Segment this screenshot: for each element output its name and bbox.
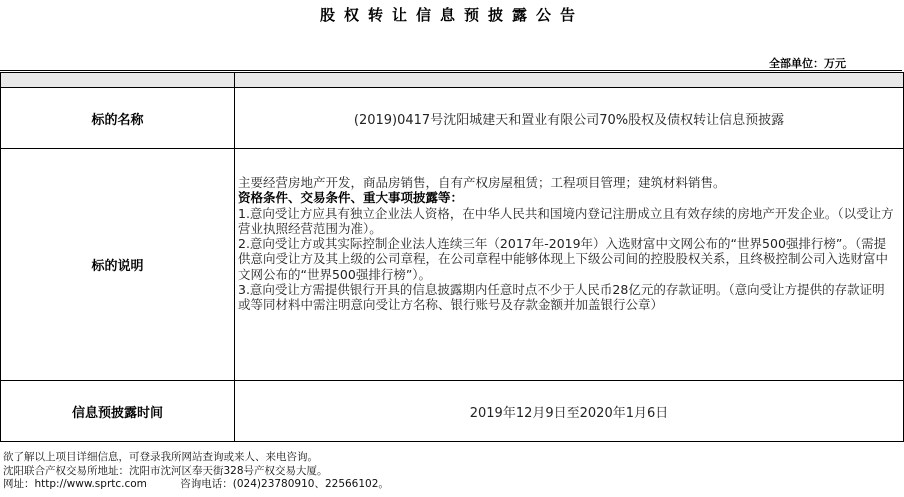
header-cell-right — [235, 73, 904, 88]
row-label-name: 标的名称 — [1, 88, 235, 149]
row-label-description: 标的说明 — [1, 149, 235, 381]
table-header-row — [1, 73, 904, 88]
condition-item-3: 3.意向受让方需提供银行开具的信息披露期内任意时点不少于人民币28亿元的存款证明。（意向受让方提供的存款证明或等同材料中需注明意向受让方名称、银行账号及存款金额并加盖银行公章） — [238, 282, 885, 313]
table-row-period — [1, 381, 904, 442]
header-cell-left — [1, 73, 235, 88]
unit-label: 全部单位：万元 — [769, 57, 846, 70]
subject-description — [235, 149, 904, 381]
row-label-period: 信息预披露时间 — [1, 381, 235, 442]
footer — [3, 451, 389, 492]
page-title: 股权转让信息预披露公告 — [319, 6, 584, 24]
condition-item-2: 2.意向受让方或其实际控制企业法人连续三年（2017年-2019年）入选财富中文网公布的“世界500强排行榜”。（需提供意向受让方及其上级的公司章程，在公司章程中能够体现上下级公司间的控股股权关系，且终极控制公司入选财富中文网公布的“世界500强排行榜”）。 — [238, 236, 889, 282]
business-scope-text: 主要经营房地产开发，商品房销售，自有产权房屋租赁；工程项目管理；建筑材料销售。 — [238, 175, 726, 190]
footer-info-line: 欲了解以上项目详细信息，可登录我所网站查询或来人、来电咨询。 — [3, 451, 318, 463]
conditions-heading: 资格条件、交易条件、重大事项披露等： — [238, 190, 464, 206]
table-row-description — [1, 149, 904, 381]
condition-item-1: 1.意向受让方应具有独立企业法人资格，在中华人民共和国境内登记注册成立且有效存续的房地产开发企业。（以受让方营业执照经营范围为准）。 — [238, 205, 894, 236]
disclosure-period-value: 2019年12月9日至2020年1月6日 — [235, 381, 904, 442]
footer-contact-line: 网址：http://www.sprtc.com 咨询电话：(024)23780910、22566102。 — [3, 478, 389, 490]
subject-name-value: (2019)0417号沈阳城建天和置业有限公司70%股权及债权转让信息预披露 — [235, 88, 904, 149]
divider — [0, 70, 902, 71]
announcement-table — [0, 72, 904, 442]
footer-address-line: 沈阳联合产权交易所地址：沈阳市沈河区奉天街328号产权交易大厦。 — [3, 464, 328, 477]
table-row-name — [1, 88, 904, 149]
